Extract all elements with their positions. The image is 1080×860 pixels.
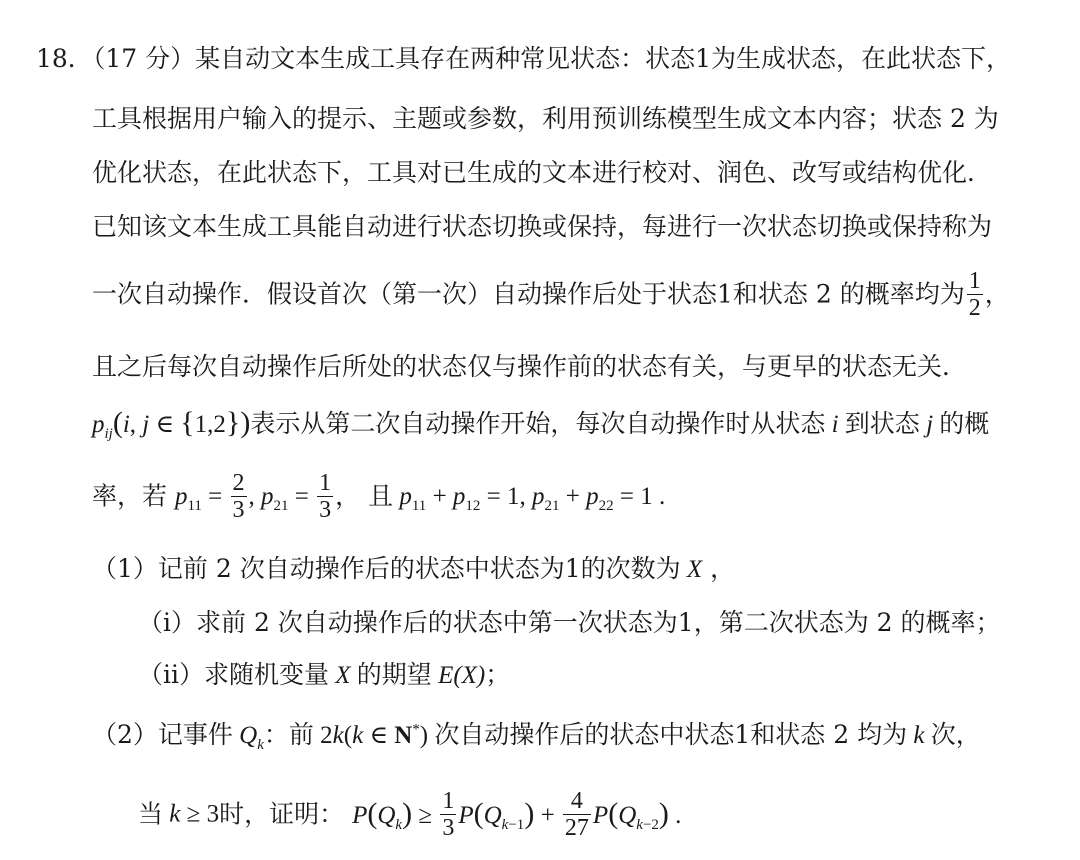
sub1-label: （i） [138,608,196,637]
formula-2k: 2k(k ∈ N*) [313,721,435,749]
part2-text-f: 时，证明： [219,799,345,829]
fraction-one-third-b: $\frac{1}{3}$ [442,788,455,841]
problem-text-3: 优化状态，在此状态下，工具对已生成的文本进行校对、润色、改写或结构优化． [92,158,993,187]
sub2-text-b: 的期望 [356,660,432,689]
formula-p-ij: $p_{ij}$ [92,411,113,442]
part2-proof-line: 当 k ≥ 3时，证明： $P(Q_k)$ ≥ $\frac{1}{3}$ $P(Q_{k-1})$ + $\frac{4}{27}$ $P(Q_{k-2})$ . [138,788,682,841]
problem-line-4 [92,210,992,244]
fraction-one-half: $\frac{1}{2}$ [968,268,981,321]
problem-line-2 [92,102,999,136]
problem-text-5: 一次自动操作．假设首次（第一次）自动操作后处于状态1和状态 2 的概率均为 [92,279,965,309]
problem-line-8: 率，若 $p_{11}$ = $\frac{2}{3}$ , $p_{21}$ = $\frac{1}{3}$ ， 且 $p_{11} + p_{12} = 1$, $p_{21} + p_{22} = 1$ . [92,470,666,523]
fraction-four-27: $\frac{4}{27}$ [564,788,589,841]
problem-text-8a: 率，若 [92,481,168,511]
part1-text: 记前 2 次自动操作后的状态中状态为1的次数为 [157,554,681,583]
part2-text-c: 次自动操作后的状态中状态1和状态 2 均为 [434,720,908,749]
expectation-ex: E(X) [438,662,486,689]
problem-number: 18． [36,44,93,73]
part2-text-b: ：前 [263,720,314,749]
problem-text-8b: 且 [368,481,394,511]
problem-line-3 [92,156,992,190]
problem-text-7c: 的概 [939,409,990,438]
problem-line-1 [36,42,1011,76]
part2-line: （2）记事件 $Q_k$：前 2k(k ∈ N*) 次自动操作后的状态中状态1和状态 2 均为 k 次， [92,720,981,753]
sub2-end: ； [485,660,511,689]
problem-text-1: 某自动文本生成工具存在两种常见状态：状态1为生成状态，在此状态下， [195,44,1011,73]
sub2-label: （ii） [138,660,204,689]
fraction-two-thirds: $\frac{2}{3}$ [232,470,245,523]
formula-transition-probs: $p_{11}$ = [174,482,229,514]
problem-text-7: 表示从第二次自动操作开始，每次自动操作时从状态 [250,409,826,438]
formula-sum-probs: $p_{11} + p_{12} = 1$, $p_{21} + p_{22} = 1$ . [399,482,666,514]
sub2-text-a: 求随机变量 [204,660,330,689]
part1-sub1-line [138,606,1001,640]
var-x: X [686,556,703,583]
problem-text-2: 工具根据用户输入的提示、主题或参数，利用预训练模型生成文本内容；状态 2 为 [92,104,999,133]
fraction-one-third: $\frac{1}{3}$ [319,470,332,523]
problem-line-7: $p_{ij}(i$, j ∈ {1,2})表示从第二次自动操作开始，每次自动操作时从状态 i 到状态 j 的概 [92,406,990,442]
part2-text-a: 记事件 [157,720,233,749]
problem-text-4: 已知该文本生成工具能自动进行状态切换或保持，每进行一次状态切换或保持称为 [92,212,993,241]
part1-sub2-line: （ii）求随机变量 X 的期望 E(X)； [138,660,511,689]
problem-text-6: 且之后每次自动操作后所处的状态仅与操作前的状态有关，与更早的状态无关． [92,352,968,381]
problem-text-7b: 到状态 [844,409,920,438]
part1-label: （1） [92,554,158,583]
problem-line-6 [92,350,967,384]
problem-score: （17 分） [92,44,196,73]
part2-text-e: 当 [138,799,164,829]
part2-text-d: 次， [930,720,981,749]
problem-line-5: 一次自动操作．假设首次（第一次）自动操作后处于状态1和状态 2 的概率均为 $\frac{1}{2}$ ， [92,268,1010,321]
sub1-text: 求前 2 次自动操作后的状态中第一次状态为1，第二次状态为 2 的概率； [196,608,1001,637]
part2-label: （2） [92,720,158,749]
formula-inequality: $P(Q_k)$ ≥ [352,796,439,833]
part1-line: （1）记前 2 次自动操作后的状态中状态为1的次数为 X ， [92,554,736,583]
